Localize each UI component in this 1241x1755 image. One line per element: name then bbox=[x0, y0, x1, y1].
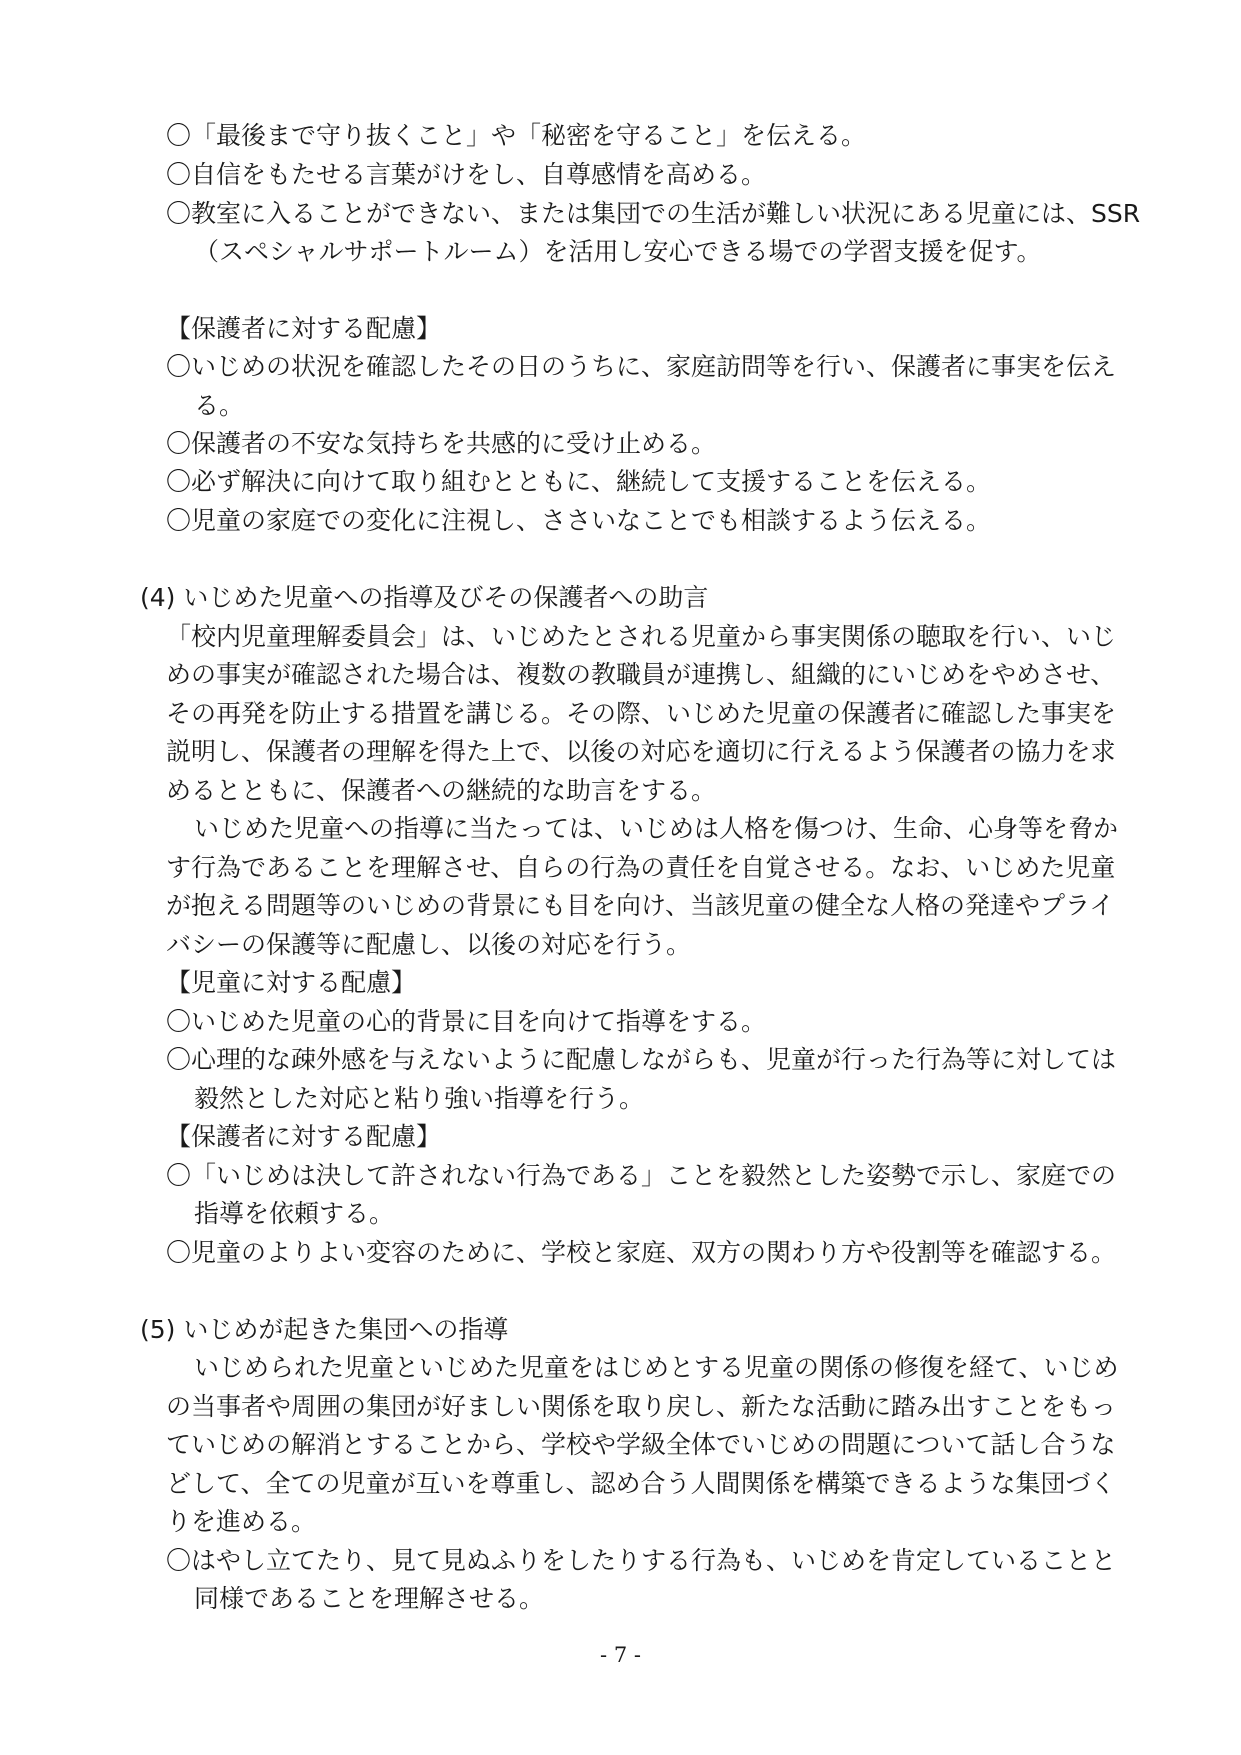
section-title: (4) いじめた児童への指導及びその保護者への助言 bbox=[140, 583, 709, 612]
text-line: りを進める。 bbox=[166, 1507, 317, 1536]
text-line: バシーの保護等に配慮し、以後の対応を行う。 bbox=[166, 930, 692, 959]
text-line: めるとともに、保護者への継続的な助言をする。 bbox=[166, 776, 717, 805]
text-line: 〇保護者の不安な気持ちを共感的に受け止める。 bbox=[166, 429, 717, 458]
text-line: 〇いじめの状況を確認したその日のうちに、家庭訪問等を行い、保護者に事実を伝え bbox=[166, 352, 1117, 381]
section-heading: 【児童に対する配慮】 bbox=[166, 968, 417, 997]
text-line: の当事者や周囲の集団が好ましい関係を取り戻し、新たな活動に踏み出すことをもっ bbox=[166, 1392, 1117, 1421]
text-line: めの事実が確認された場合は、複数の教職員が連携し、組織的にいじめをやめさせ、 bbox=[166, 660, 1116, 689]
section-title: (5) いじめが起きた集団への指導 bbox=[140, 1315, 509, 1344]
text-line: いじめた児童への指導に当たっては、いじめは人格を傷つけ、生命、心身等を脅か bbox=[194, 814, 1119, 843]
text-line: ていじめの解消とすることから、学校や学級全体でいじめの問題について話し合うな bbox=[166, 1430, 1116, 1459]
text-line: 〇いじめた児童の心的背景に目を向けて指導をする。 bbox=[166, 1007, 767, 1036]
text-line: 〇「いじめは決して許されない行為である」ことを毅然とした姿勢で示し、家庭での bbox=[166, 1161, 1117, 1190]
text-line: 同様であることを理解させる。 bbox=[194, 1584, 545, 1613]
text-line: 〇「最後まで守り抜くこと」や「秘密を守ること」を伝える。 bbox=[166, 121, 867, 150]
text-line: 〇自信をもたせる言葉がけをし、自尊感情を高める。 bbox=[166, 160, 767, 189]
section-heading: 【保護者に対する配慮】 bbox=[166, 1122, 442, 1151]
text-line: 指導を依頼する。 bbox=[194, 1199, 395, 1228]
text-line: いじめられた児童といじめた児童をはじめとする児童の関係の修復を経て、いじめ bbox=[194, 1353, 1119, 1382]
text-line: 〇はやし立てたり、見て見ぬふりをしたりする行為も、いじめを肯定していることと bbox=[166, 1546, 1117, 1575]
text-line: 〇児童のよりよい変容のために、学校と家庭、双方の関わり方や役割等を確認する。 bbox=[166, 1238, 1117, 1267]
text-line: 〇心理的な疎外感を与えないように配慮しながらも、児童が行った行為等に対しては bbox=[166, 1045, 1117, 1074]
text-line: （スペシャルサポートルーム）を活用し安心できる場での学習支援を促す。 bbox=[194, 237, 1042, 266]
text-line: す行為であることを理解させ、自らの行為の責任を自覚させる。なお、いじめた児童 bbox=[166, 853, 1116, 882]
text-line: その再発を防止する措置を講じる。その際、いじめた児童の保護者に確認した事実を bbox=[166, 699, 1117, 728]
text-line: 「校内児童理解委員会」は、いじめたとされる児童から事実関係の聴取を行い、いじ bbox=[166, 622, 1117, 651]
page-number: - 7 - bbox=[600, 1643, 641, 1667]
section-heading: 【保護者に対する配慮】 bbox=[166, 314, 442, 343]
text-line: 〇教室に入ることができない、または集団での生活が難しい状況にある児童には、SSR bbox=[166, 199, 1141, 228]
text-line: 説明し、保護者の理解を得た上で、以後の対応を適切に行えるよう保護者の協力を求 bbox=[166, 737, 1116, 766]
text-line: が抱える問題等のいじめの背景にも目を向け、当該児童の健全な人格の発達やプライ bbox=[166, 891, 1115, 920]
text-line: る。 bbox=[194, 391, 245, 420]
text-line: 〇児童の家庭での変化に注視し、ささいなことでも相談するよう伝える。 bbox=[166, 506, 992, 535]
text-line: 毅然とした対応と粘り強い指導を行う。 bbox=[194, 1084, 645, 1113]
text-line: 〇必ず解決に向けて取り組むとともに、継続して支援することを伝える。 bbox=[166, 467, 992, 496]
text-line: どして、全ての児童が互いを尊重し、認め合う人間関係を構築できるような集団づく bbox=[166, 1469, 1116, 1498]
